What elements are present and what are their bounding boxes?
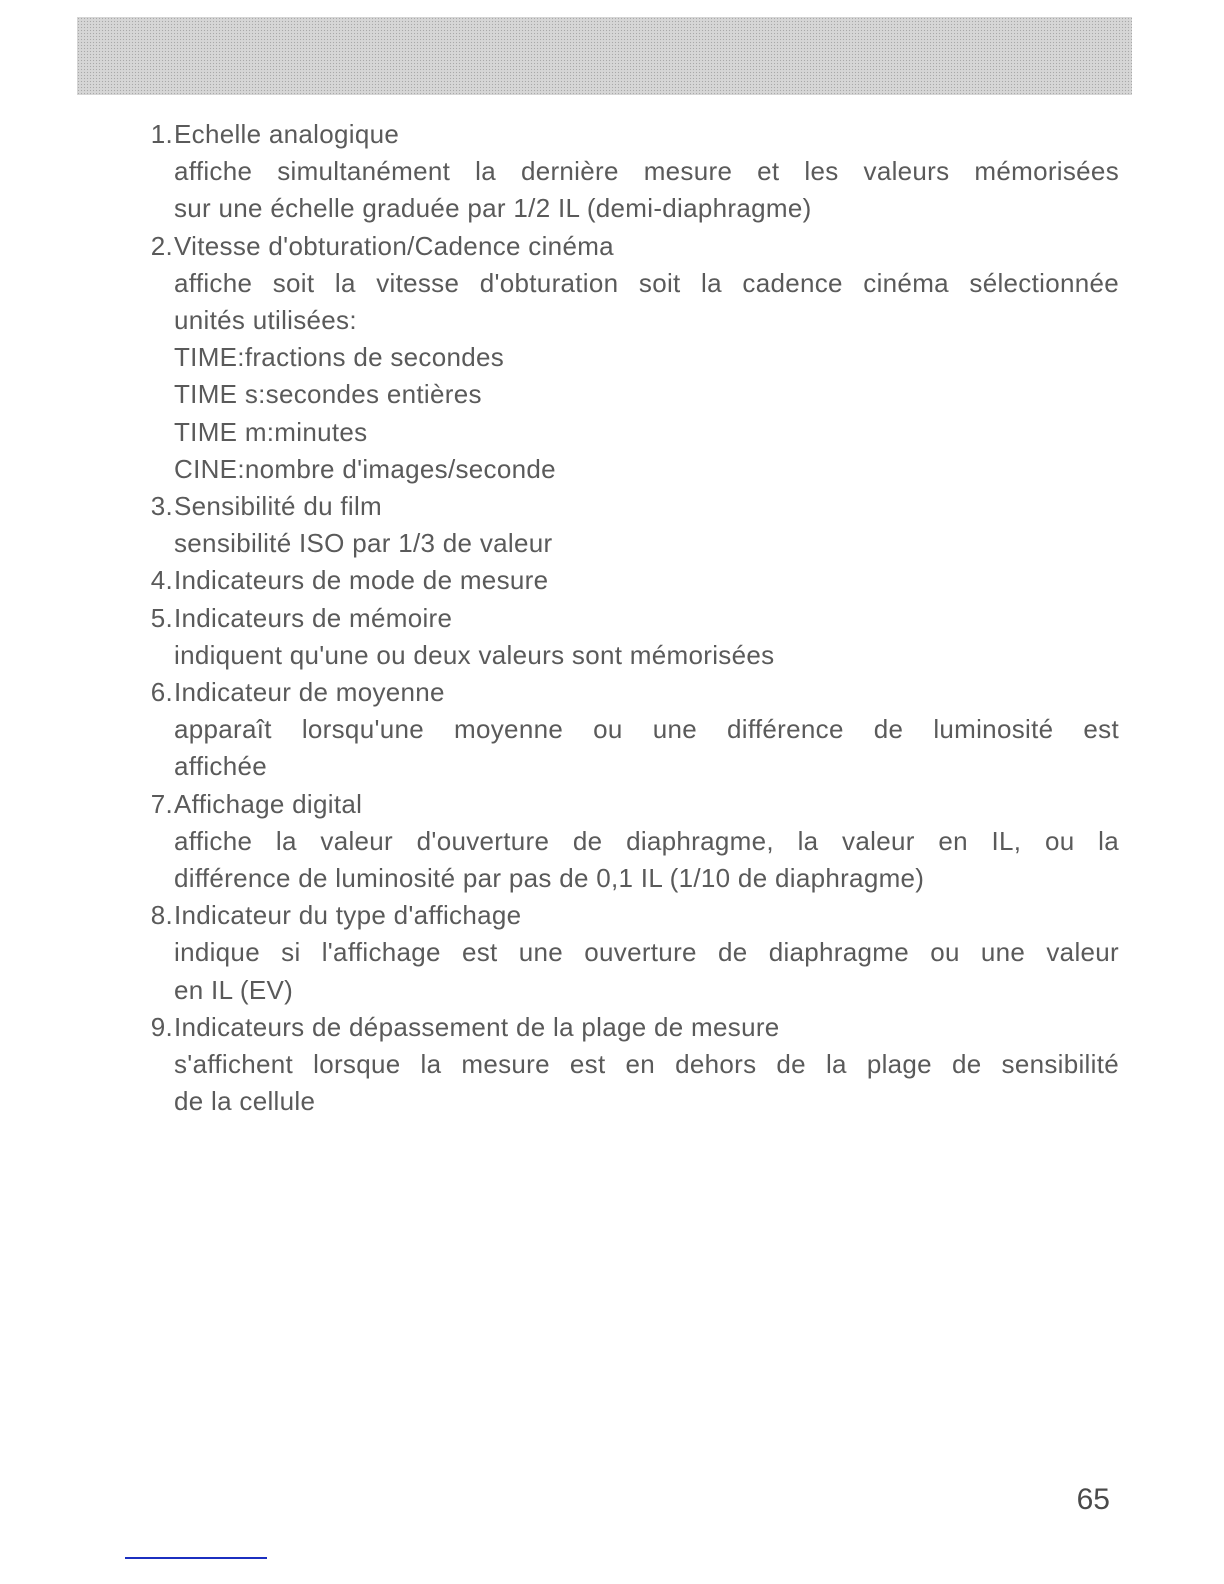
item-heading — [134, 674, 1119, 711]
item-heading — [134, 897, 1119, 934]
item-description — [174, 1046, 1119, 1120]
list-item — [134, 1009, 1119, 1121]
description-line: CINE:nombre d'images/seconde — [174, 453, 556, 484]
list-item — [134, 897, 1119, 1009]
item-number: 4. — [150, 565, 173, 596]
item-description — [174, 711, 1119, 785]
description-line: unités utilisées: — [174, 305, 357, 336]
item-number: 1. — [150, 119, 173, 149]
list-item — [134, 600, 1119, 674]
item-list — [134, 116, 1119, 1120]
item-heading — [134, 786, 1119, 823]
list-item — [134, 116, 1119, 228]
item-title: Indicateurs de dépassement de la plage de mesure — [174, 1011, 780, 1042]
description-line: en IL (EV) — [174, 974, 294, 1005]
description-line: apparaît lorsqu'une moyenne ou une différence de luminosité est — [174, 714, 1119, 745]
description-line: sur une échelle graduée par 1/2 IL (demi-diaphragme) — [174, 193, 812, 224]
item-heading — [134, 488, 1119, 525]
item-number: 7. — [150, 788, 173, 819]
description-line: s'affichent lorsque la mesure est en dehors de la plage de sensibilité — [174, 1049, 1119, 1080]
item-title: Sensibilité du film — [174, 491, 383, 522]
description-line: TIME s:secondes entières — [174, 379, 482, 410]
item-heading — [134, 116, 1119, 153]
list-item — [134, 488, 1119, 562]
description-line: différence de luminosité par pas de 0,1 IL (1/10 de diaphragme) — [174, 863, 925, 894]
item-heading — [134, 600, 1119, 637]
item-number: 6. — [150, 677, 173, 708]
description-line: indiquent qu'une ou deux valeurs sont mémorisées — [174, 639, 775, 670]
item-heading — [134, 1009, 1119, 1046]
description-line: de la cellule — [174, 1086, 316, 1117]
item-title: Echelle analogique — [174, 119, 400, 149]
list-item — [134, 228, 1119, 488]
description-line: affiche soit la vitesse d'obturation soit la cadence cinéma sélectionnée — [174, 267, 1119, 298]
list-item — [134, 562, 1119, 599]
item-title: Indicateur de moyenne — [174, 677, 445, 708]
item-number: 3. — [150, 491, 173, 522]
item-title: Indicateur du type d'affichage — [174, 900, 522, 931]
header-band — [77, 17, 1132, 95]
footer-rule — [125, 1557, 267, 1559]
description-line: sensibilité ISO par 1/3 de valeur — [174, 528, 553, 559]
description-line: affiche la valeur d'ouverture de diaphragme, la valeur en IL, ou la — [174, 825, 1119, 856]
item-description — [174, 637, 1119, 674]
list-item — [134, 786, 1119, 898]
item-number: 2. — [150, 230, 173, 261]
description-line: TIME m:minutes — [174, 416, 368, 447]
item-description — [174, 265, 1119, 488]
item-description — [174, 823, 1119, 897]
description-line: affiche simultanément la dernière mesure et les valeurs mémorisées — [174, 156, 1119, 187]
item-title: Indicateurs de mémoire — [174, 602, 453, 633]
page-number: 65 — [1076, 1483, 1110, 1516]
description-line: indique si l'affichage est une ouverture de diaphragme ou une valeur — [174, 937, 1119, 968]
item-heading — [134, 562, 1119, 599]
item-number: 9. — [150, 1011, 173, 1042]
item-description — [174, 934, 1119, 1008]
item-title: Indicateurs de mode de mesure — [174, 565, 549, 596]
item-heading — [134, 228, 1119, 265]
list-item — [134, 674, 1119, 786]
description-line: affichée — [174, 751, 267, 782]
description-line: TIME:fractions de secondes — [174, 342, 505, 373]
item-title: Affichage digital — [174, 788, 363, 819]
item-number: 8. — [150, 900, 173, 931]
item-title: Vitesse d'obturation/Cadence cinéma — [174, 230, 614, 261]
item-number: 5. — [150, 602, 173, 633]
item-description — [174, 153, 1119, 227]
item-description — [174, 525, 1119, 562]
